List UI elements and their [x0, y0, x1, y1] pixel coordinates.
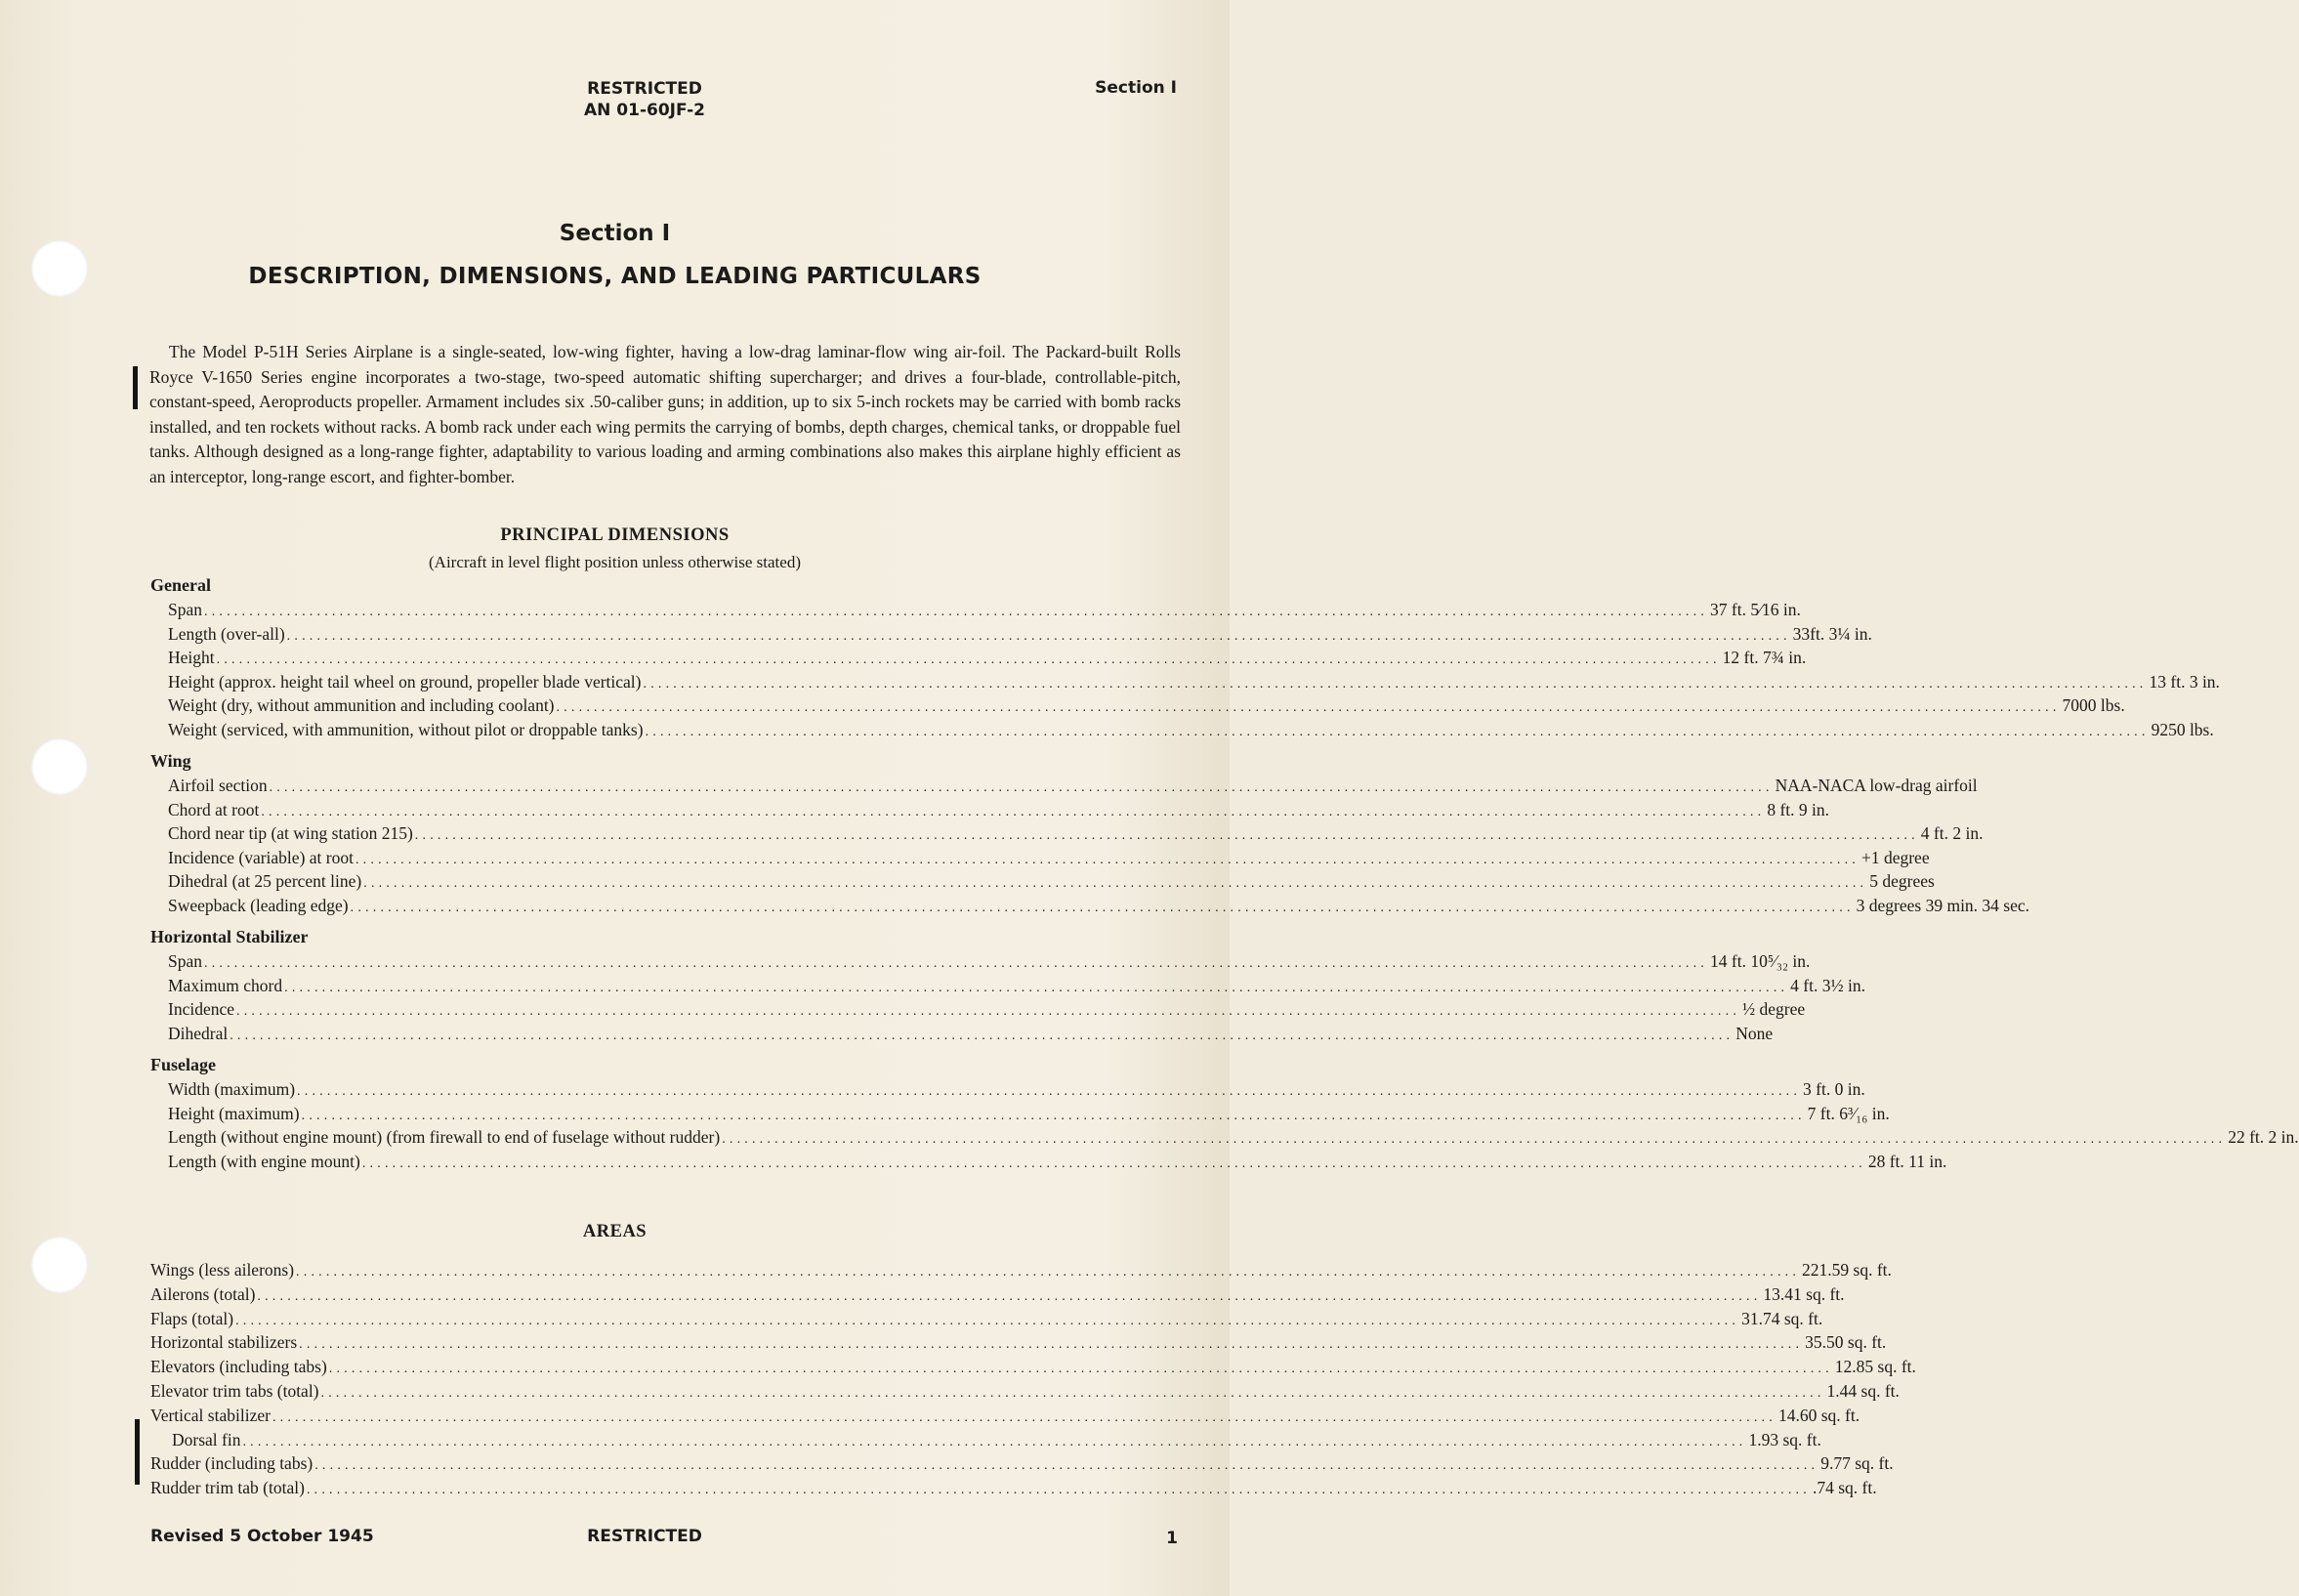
leader-dots: ........................................................................................................................................................................................................	[257, 1288, 1762, 1304]
intro-text: The Model P-51H Series Airplane is a single-seated, low-wing fighter, having a low-drag laminar-flow wing air-foil. The Packard-built Rolls Royce V-1650 Series engine incorporates a two-stage, two-speed automatic shifting supercharger; and drives a four-blade, controllable-pitch, constant-speed, Aeroproducts propeller. Armament includes six .50-caliber guns; in addition, up to six 5-inch rockets may be carried with bomb racks installed, and ten rockets without racks. A bomb rack under each wing permits the carrying of bombs, depth charges, chemical tanks, or droppable fuel tanks. Although designed as a long-range fighter, adaptability to various loading and arming combinations also makes this airplane highly efficient as an interceptor, long-range escort, and fighter-bomber.	[149, 342, 1181, 486]
dimension-label: Maximum chord	[168, 975, 283, 995]
punch-hole	[31, 738, 88, 795]
dimension-row	[150, 1381, 1900, 1406]
dimension-value: 7 ft. 6³⁄₁₆ in.	[1807, 1103, 1890, 1123]
dimension-group-heading: Wing	[150, 751, 191, 771]
leader-dots: ........................................................................................................................................................................................................	[722, 1132, 2227, 1147]
dimension-row	[168, 671, 2220, 696]
dimension-row	[150, 1260, 1892, 1284]
dimension-label: Dorsal fin	[172, 1429, 241, 1449]
dimension-value: 37 ft. 5⁄16 in.	[1710, 600, 1801, 619]
leader-dots: ........................................................................................................................................................................................................	[272, 1409, 1776, 1425]
dimension-row	[168, 1023, 1774, 1048]
dimension-value: 35.50 sq. ft.	[1805, 1332, 1887, 1353]
dimension-value: .74 sq. ft.	[1812, 1478, 1877, 1498]
leader-dots: ........................................................................................................................................................................................................	[284, 980, 1789, 995]
leader-dots: ........................................................................................................................................................................................................	[261, 804, 1766, 819]
dimension-label: Ailerons (total)	[150, 1283, 256, 1304]
section-title: Section I	[559, 221, 671, 246]
dimension-row	[150, 1283, 1845, 1309]
dimension-row	[168, 695, 2125, 720]
dimension-value: 28 ft. 11 in.	[1867, 1151, 1947, 1171]
dimension-value: 13 ft. 3 in.	[2149, 671, 2220, 692]
areas-title: AREAS	[582, 1222, 648, 1241]
dimension-row	[168, 847, 1930, 872]
dimension-value: 221.59 sq. ft.	[1802, 1260, 1892, 1280]
dimension-label: Horizontal stabilizers	[150, 1332, 298, 1353]
dimension-label: Rudder trim tab (total)	[150, 1478, 305, 1498]
dimension-row	[168, 776, 1978, 800]
dimension-row	[150, 1453, 1894, 1478]
punch-hole	[31, 1237, 88, 1293]
dimension-value: 8 ft. 9 in.	[1767, 799, 1830, 819]
header-restricted: RESTRICTED	[587, 79, 702, 99]
dimension-group-heading: General	[150, 575, 211, 595]
dimension-label: Dihedral	[168, 1023, 229, 1043]
dimension-value: ½ degree	[1742, 999, 1806, 1019]
dimension-label: Wings (less ailerons)	[150, 1260, 295, 1280]
dimension-label: Height (approx. height tail wheel on ground, propeller blade vertical)	[168, 671, 642, 692]
dimension-label: Weight (dry, without ammunition and including coolant)	[168, 695, 555, 715]
dimension-value: 14 ft. 10⁵⁄₃₂ in.	[1710, 951, 1811, 971]
dimension-label: Vertical stabilizer	[150, 1405, 271, 1425]
dimension-value: NAA-NACA low-drag airfoil	[1775, 776, 1978, 795]
leader-dots: ........................................................................................................................................................................................................	[204, 956, 1708, 971]
dimension-value: 14.60 sq. ft.	[1777, 1405, 1860, 1425]
change-bar	[135, 1419, 140, 1485]
leader-dots: ........................................................................................................................................................................................................	[320, 1386, 1825, 1401]
page-number: 1	[1166, 1529, 1178, 1548]
leader-dots: ........................................................................................................................................................................................................	[645, 724, 2150, 739]
leader-dots: ........................................................................................................................................................................................................	[230, 1028, 1735, 1043]
dimension-label: Span	[168, 600, 202, 619]
dimension-row	[168, 648, 1807, 672]
dimension-row	[172, 1429, 1821, 1454]
dimension-value: 12.85 sq. ft.	[1834, 1357, 1916, 1377]
dimension-value: 1.93 sq. ft.	[1748, 1429, 1821, 1449]
dimension-label: Chord at root	[168, 799, 260, 819]
leader-dots: ........................................................................................................................................................................................................	[204, 605, 1708, 619]
dimension-row	[168, 1079, 1865, 1104]
leader-dots: ........................................................................................................................................................................................................	[216, 652, 1721, 667]
dimension-row	[168, 719, 2214, 744]
dimension-value: +1 degree	[1860, 847, 1930, 867]
dimension-row	[150, 1405, 1860, 1430]
leader-dots: ........................................................................................................................................................................................................	[314, 1458, 1819, 1474]
dimension-value: 7000 lbs.	[2062, 695, 2125, 715]
dimension-row	[150, 1478, 1877, 1502]
dimension-row	[168, 951, 1811, 976]
dimension-row	[168, 799, 1830, 824]
dimension-group-heading: Horizontal Stabilizer	[150, 927, 309, 946]
page-title: DESCRIPTION, DIMENSIONS, AND LEADING PARTICULARS	[248, 264, 982, 289]
dimension-value: 4 ft. 2 in.	[1920, 823, 1984, 843]
dimension-value: 31.74 sq. ft.	[1741, 1308, 1823, 1328]
dimension-label: Elevators (including tabs)	[150, 1357, 327, 1377]
dimension-row	[168, 871, 1935, 896]
change-bar	[133, 366, 138, 409]
leader-dots: ........................................................................................................................................................................................................	[414, 828, 1919, 843]
dimension-value: None	[1735, 1023, 1774, 1043]
footer-restricted: RESTRICTED	[587, 1527, 702, 1546]
leader-dots: ........................................................................................................................................................................................................	[361, 1155, 1866, 1171]
dimension-value: 33ft. 3¼ in.	[1792, 623, 1872, 644]
dimension-value: 12 ft. 7¾ in.	[1722, 648, 1807, 667]
footer-revised: Revised 5 October 1945	[150, 1527, 374, 1546]
dimension-label: Chord near tip (at wing station 215)	[168, 823, 413, 843]
dimension-label: Flaps (total)	[150, 1308, 234, 1328]
leader-dots: ........................................................................................................................................................................................................	[355, 852, 1860, 867]
leader-dots: ........................................................................................................................................................................................................	[299, 1337, 1804, 1353]
header-classification	[527, 78, 762, 121]
dimension-row	[168, 1127, 2299, 1152]
header-doc-number: AN 01-60JF-2	[584, 101, 705, 120]
dimension-label: Height (maximum)	[168, 1103, 300, 1123]
leader-dots: ........................................................................................................................................................................................................	[350, 900, 1855, 915]
dimension-row	[168, 600, 1801, 624]
dimension-label: Elevator trim tabs (total)	[150, 1381, 319, 1401]
dimension-value: 1.44 sq. ft.	[1826, 1381, 1900, 1401]
dimension-label: Length (over-all)	[168, 623, 285, 644]
dimension-label: Rudder (including tabs)	[150, 1453, 314, 1474]
leader-dots: ........................................................................................................................................................................................................	[235, 1313, 1740, 1328]
dimension-value: 4 ft. 3½ in.	[1790, 975, 1865, 995]
intro-paragraph	[149, 340, 1181, 490]
principal-dimensions-note: (Aircraft in level flight position unless otherwise stated)	[429, 553, 801, 571]
dimension-label: Span	[168, 951, 202, 971]
dimension-label: Height	[168, 648, 215, 667]
leader-dots: ........................................................................................................................................................................................................	[301, 1108, 1806, 1123]
dimension-row	[168, 999, 1806, 1024]
leader-dots: ........................................................................................................................................................................................................	[296, 1265, 1801, 1280]
leader-dots: ........................................................................................................................................................................................................	[236, 1004, 1741, 1019]
dimension-label: Length (with engine mount)	[168, 1151, 360, 1171]
dimension-value: 9250 lbs.	[2151, 719, 2214, 739]
dimension-label: Sweepback (leading edge)	[168, 895, 349, 915]
dimension-label: Incidence (variable) at root	[168, 847, 354, 867]
leader-dots: ........................................................................................................................................................................................................	[643, 676, 2148, 692]
dimension-row	[150, 1332, 1887, 1357]
dimension-label: Airfoil section	[168, 776, 268, 795]
header-section: Section I	[1095, 78, 1177, 98]
dimension-value: 22 ft. 2 in.	[2228, 1127, 2299, 1147]
leader-dots: ........................................................................................................................................................................................................	[363, 876, 1868, 891]
dimension-row	[168, 623, 1872, 649]
leader-dots: ........................................................................................................................................................................................................	[242, 1434, 1747, 1449]
dimension-label: Dihedral (at 25 percent line)	[168, 871, 362, 891]
dimension-value: 13.41 sq. ft.	[1763, 1283, 1845, 1304]
dimension-row	[150, 1357, 1916, 1381]
dimension-label: Length (without engine mount) (from firewall to end of fuselage without rudder)	[168, 1127, 721, 1147]
leader-dots: ........................................................................................................................................................................................................	[269, 780, 1774, 795]
dimension-row	[168, 895, 2030, 920]
dimension-row	[150, 1308, 1823, 1333]
dimension-row	[168, 1103, 1890, 1128]
leader-dots: ........................................................................................................................................................................................................	[306, 1483, 1811, 1498]
dimension-label: Weight (serviced, with ammunition, without pilot or droppable tanks)	[168, 719, 644, 739]
dimension-row	[168, 823, 1984, 848]
dimension-row	[168, 975, 1865, 1000]
dimension-label: Width (maximum)	[168, 1079, 296, 1099]
dimension-value: 9.77 sq. ft.	[1820, 1453, 1894, 1474]
principal-dimensions-title: PRINCIPAL DIMENSIONS	[500, 525, 730, 545]
dimension-row	[168, 1151, 1947, 1176]
leader-dots: ........................................................................................................................................................................................................	[286, 628, 1791, 644]
leader-dots: ........................................................................................................................................................................................................	[556, 700, 2061, 715]
dimension-value: 3 degrees 39 min. 34 sec.	[1856, 895, 2030, 915]
dimension-value: 5 degrees	[1869, 871, 1935, 891]
dimension-value: 3 ft. 0 in.	[1803, 1079, 1865, 1099]
leader-dots: ........................................................................................................................................................................................................	[328, 1362, 1833, 1377]
dimension-group-heading: Fuselage	[150, 1055, 216, 1074]
leader-dots: ........................................................................................................................................................................................................	[297, 1084, 1802, 1099]
dimension-label: Incidence	[168, 999, 235, 1019]
